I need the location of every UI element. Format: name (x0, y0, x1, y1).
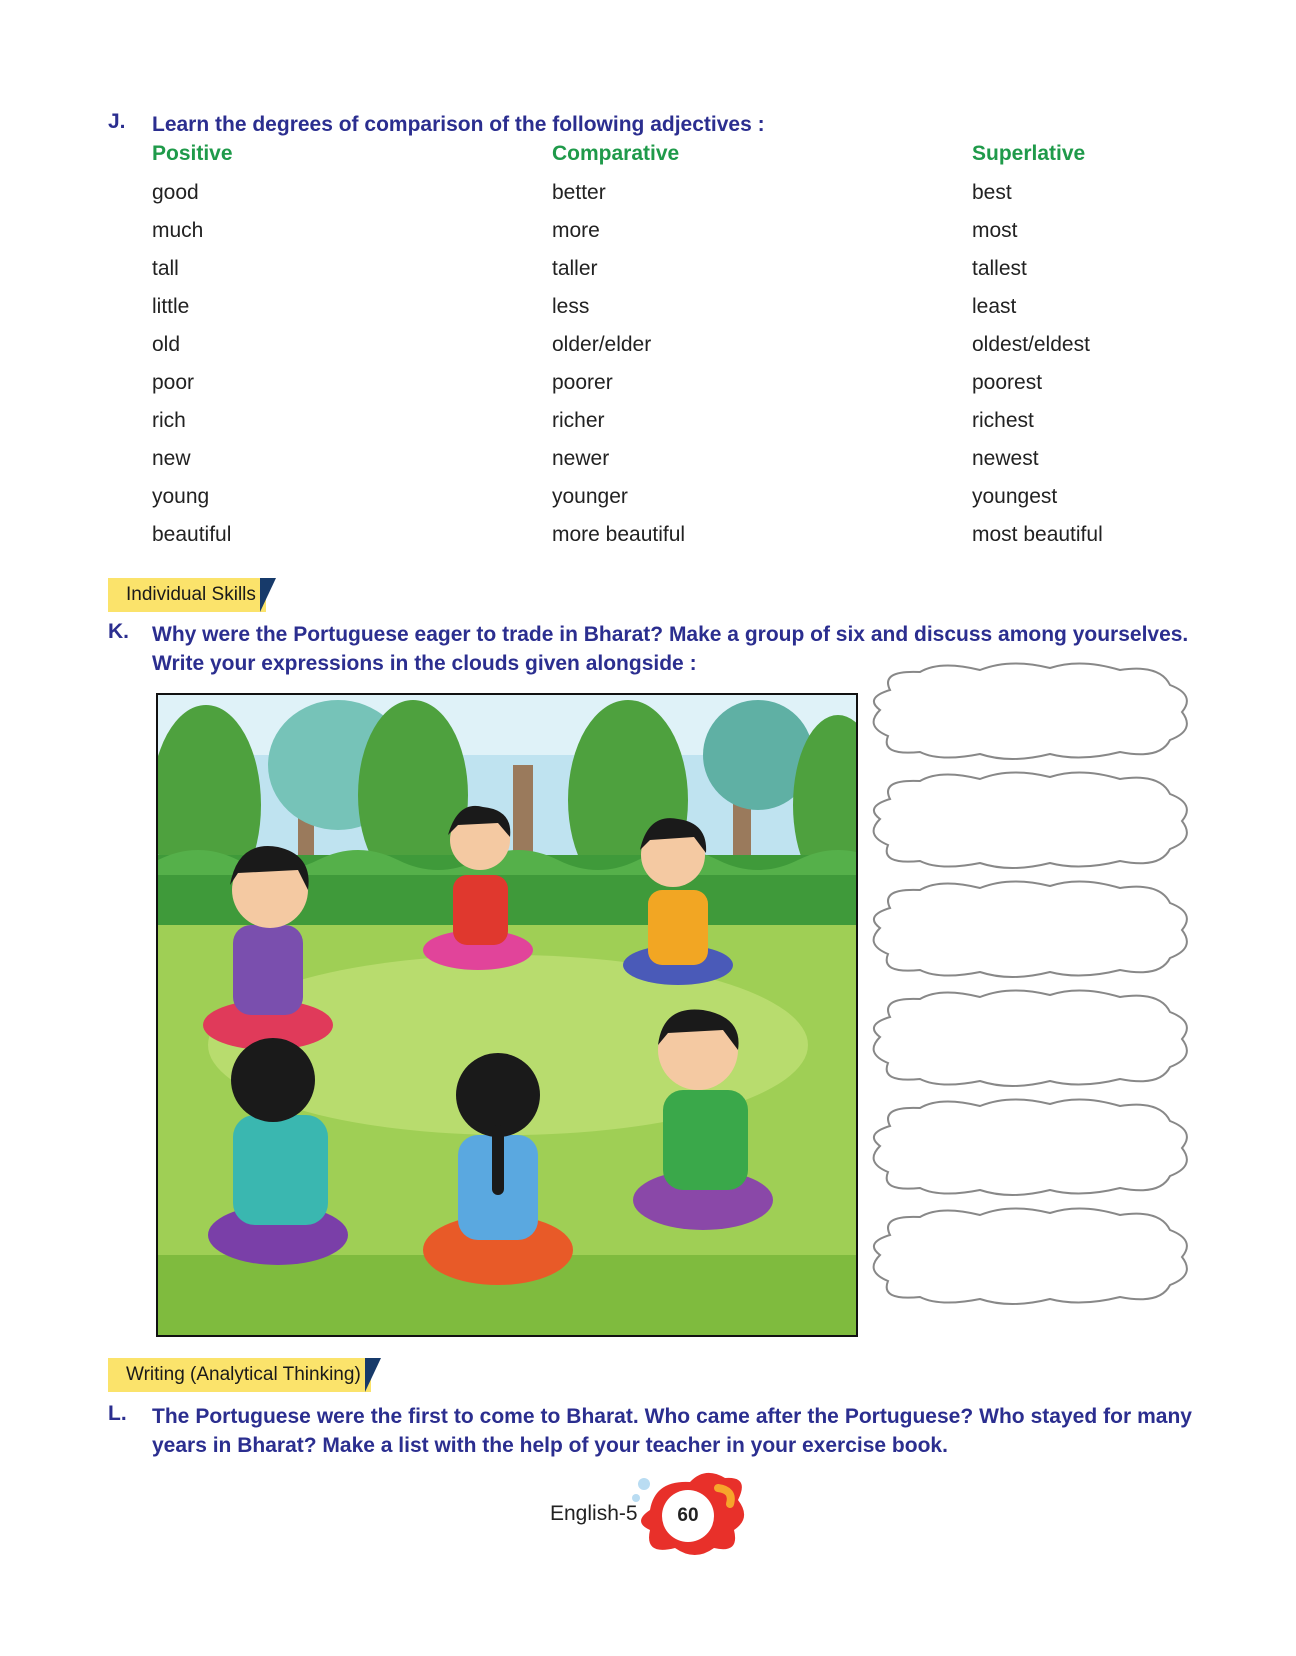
word-cell: less (552, 295, 590, 318)
answer-clouds (860, 660, 1196, 1314)
positive-column (152, 142, 532, 560)
question-l-instruction: The Portuguese were the first to come to Bharat. Who came after the Portuguese? Who stayed for many years in Bharat? Make a list with the help of your teacher in your exercise book. (152, 1405, 1192, 1457)
word-cell: poorer (552, 371, 613, 394)
word-cell: old (152, 333, 181, 356)
word-cell: more beautiful (552, 523, 686, 546)
answer-cloud[interactable] (860, 660, 1196, 762)
answer-cloud[interactable] (860, 987, 1196, 1089)
word-cell: new (152, 447, 191, 470)
word-cell: much (152, 219, 204, 242)
word-cell: beautiful (152, 523, 232, 546)
book-title: English-5 (550, 1502, 638, 1525)
column-heading-superlative: Superlative (972, 142, 1086, 165)
word-cell: best (972, 181, 1012, 204)
individual-skills-banner (108, 578, 276, 612)
question-letter-j: J. (108, 110, 126, 133)
answer-cloud[interactable] (860, 1096, 1196, 1198)
banner-label: Writing (Analytical Thinking) (108, 1358, 371, 1392)
answer-cloud[interactable] (860, 1205, 1196, 1307)
word-cell: oldest/eldest (972, 333, 1090, 356)
word-cell: newest (972, 447, 1039, 470)
word-cell: better (552, 181, 606, 204)
answer-cloud[interactable] (860, 878, 1196, 980)
answer-cloud[interactable] (860, 769, 1196, 871)
comparative-column (552, 142, 932, 560)
word-cell: richer (552, 409, 605, 432)
word-cell: rich (152, 409, 186, 432)
word-cell: older/elder (552, 333, 652, 356)
page-number: 60 (677, 1505, 699, 1526)
word-cell: least (972, 295, 1017, 318)
word-cell: tall (152, 257, 179, 280)
column-heading-positive: Positive (152, 142, 233, 165)
question-k-line-1: Why were the Portuguese eager to trade in Bharat? Make a group of six and discuss among yourselves. (152, 623, 1189, 646)
question-letter-l: L. (108, 1402, 127, 1425)
question-j-instruction: Learn the degrees of comparison of the following adjectives : (152, 113, 765, 136)
word-cell: most (972, 219, 1018, 242)
word-cell: younger (552, 485, 628, 508)
word-cell: little (152, 295, 190, 318)
column-heading-comparative: Comparative (552, 142, 680, 165)
superlative-column (972, 142, 1296, 560)
banner-tip (365, 1358, 381, 1392)
word-cell: poorest (972, 371, 1043, 394)
children-discussion-illustration (156, 693, 858, 1337)
word-cell: young (152, 485, 210, 508)
banner-tip (260, 578, 276, 612)
question-letter-k: K. (108, 620, 129, 643)
word-cell: youngest (972, 485, 1058, 508)
word-cell: taller (552, 257, 598, 280)
park-scene-drawing (158, 695, 856, 1335)
writing-banner (108, 1358, 381, 1392)
question-k-line-2: Write your expressions in the clouds given alongside : (152, 652, 697, 675)
word-cell: good (152, 181, 199, 204)
word-cell: poor (152, 371, 195, 394)
word-cell: most beautiful (972, 523, 1103, 546)
word-cell: more (552, 219, 600, 242)
word-cell: newer (552, 447, 610, 470)
banner-label: Individual Skills (108, 578, 266, 612)
word-cell: tallest (972, 257, 1027, 280)
word-cell: richest (972, 409, 1034, 432)
